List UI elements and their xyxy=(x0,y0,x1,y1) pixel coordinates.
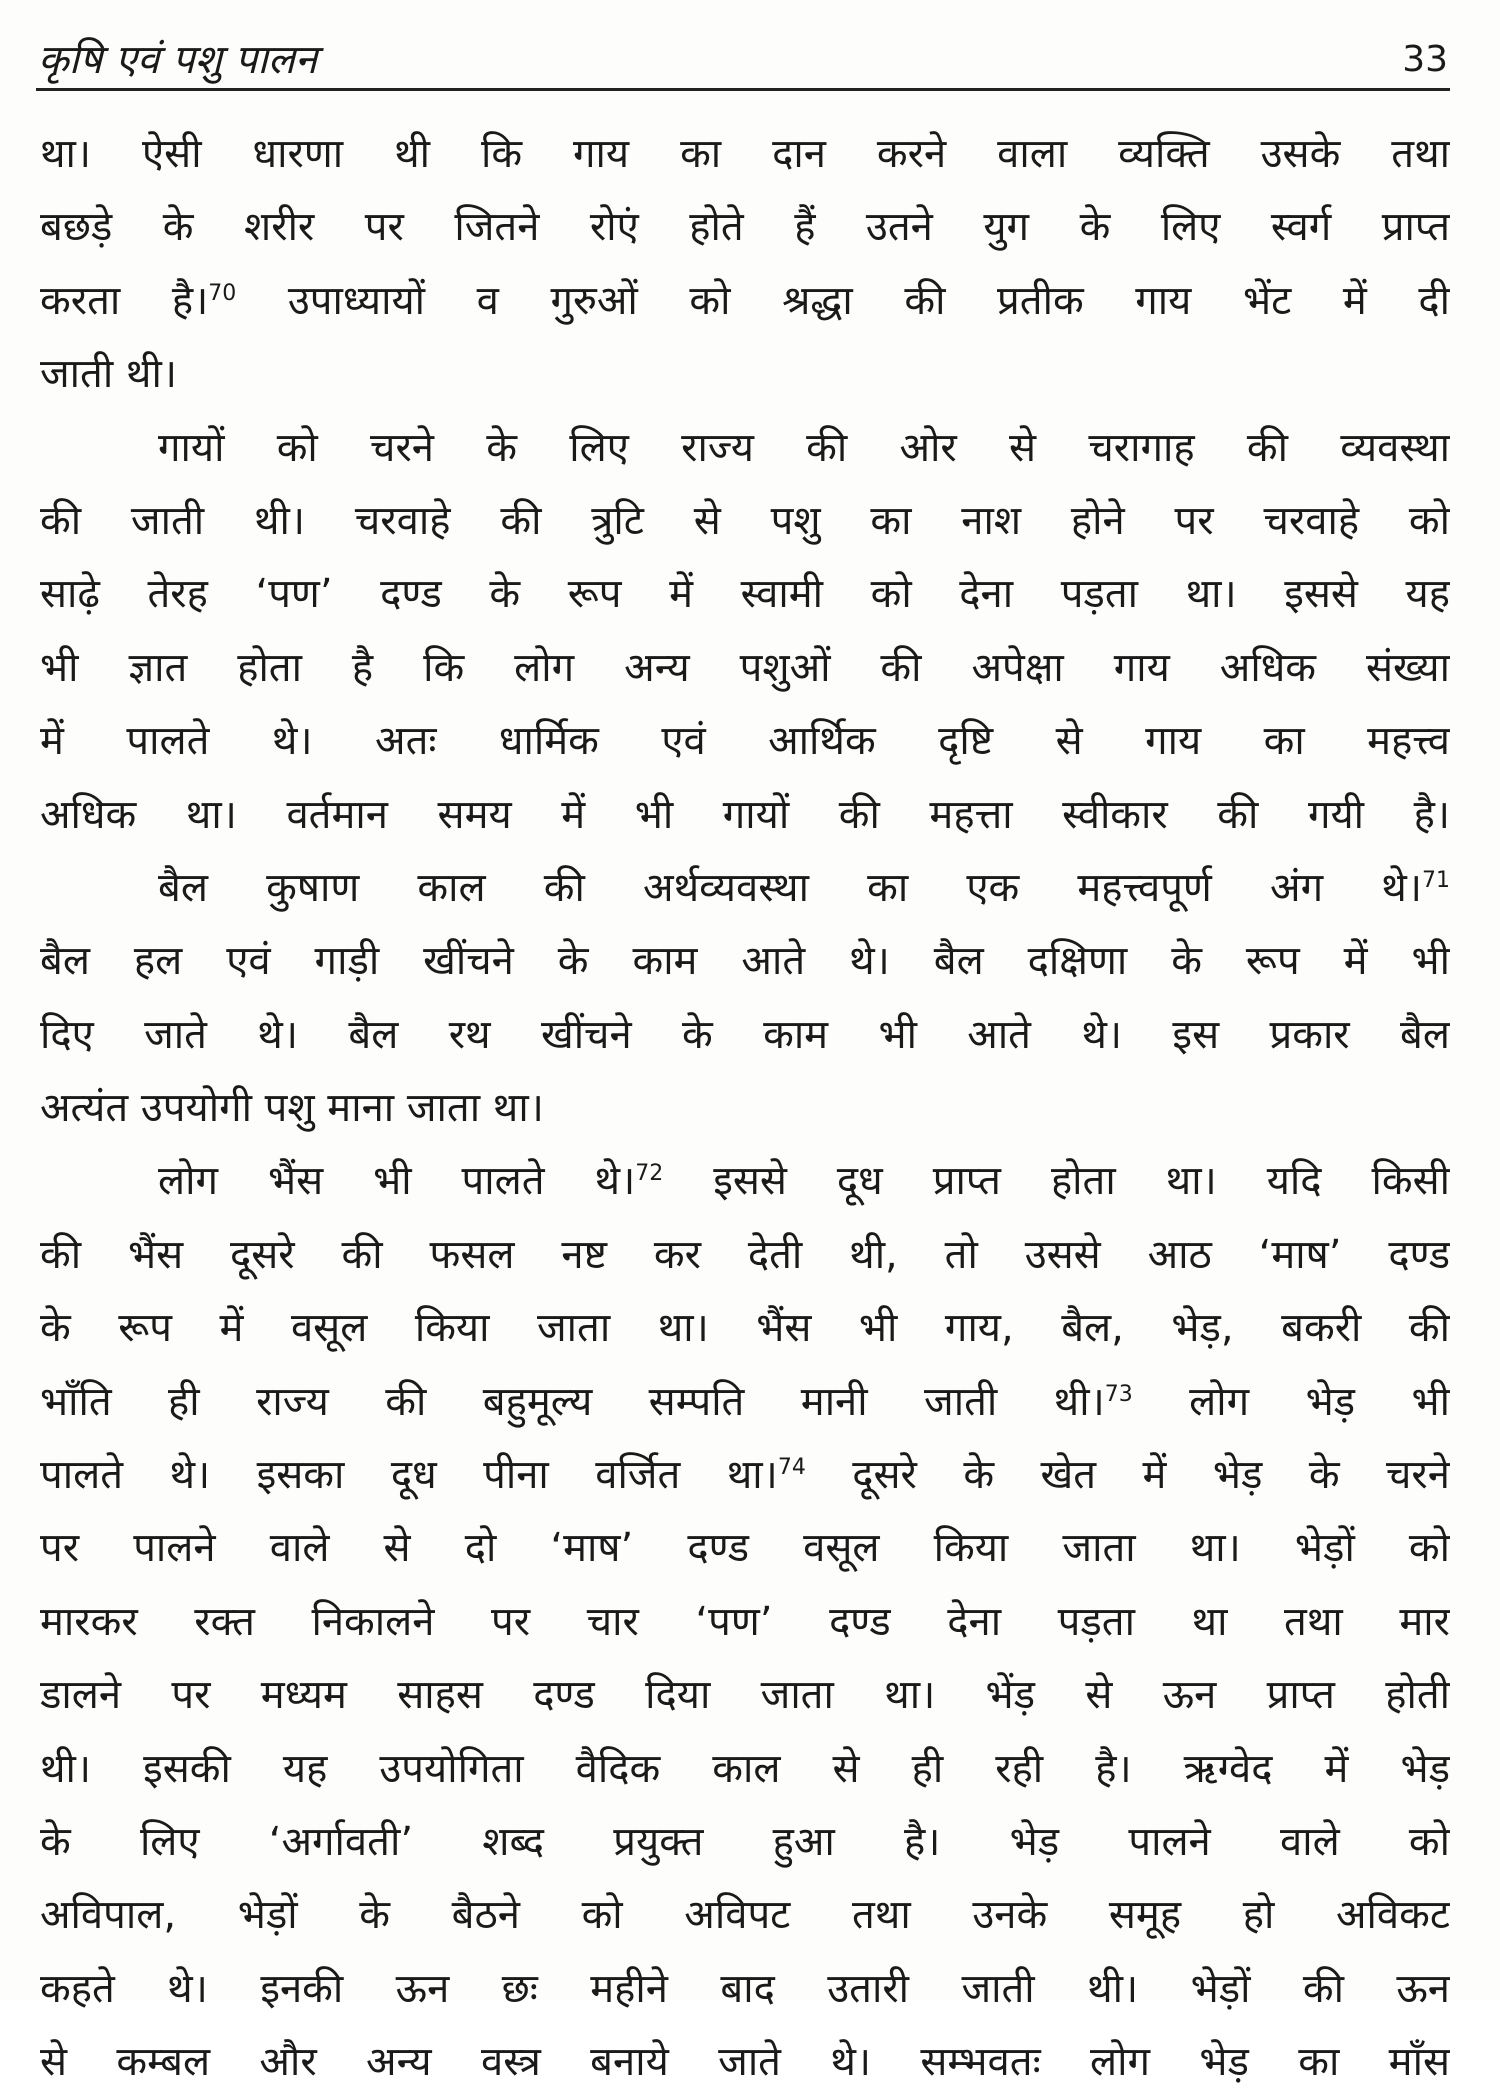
text-line: अधिक था। वर्तमान समय में भी गायों की महत्ता स्वीकार की गयी है। xyxy=(40,791,1450,838)
page-header xyxy=(38,30,1448,90)
text-line: बछड़े के शरीर पर जितने रोएं होते हैं उतने युग के लिए स्वर्ग प्राप्त xyxy=(40,204,1450,251)
text-line: भाँति ही राज्य की बहुमूल्य सम्पति मानी जाती थी।$^{73}$ लोग भेड़ भी xyxy=(40,1378,1450,1425)
footnote-ref: 70 xyxy=(208,280,237,306)
header-rule xyxy=(36,88,1450,91)
text-line: जाती थी। xyxy=(40,351,177,398)
text-line: दिए जाते थे। बैल रथ खींचने के काम भी आते थे। इस प्रकार बैल xyxy=(40,1011,1450,1058)
text-line: डालने पर मध्यम साहस दण्ड दिया जाता था। भेंड़ से ऊन प्राप्त होती xyxy=(40,1672,1450,1719)
footnote-ref: 72 xyxy=(635,1161,664,1187)
text-line: मारकर रक्त निकालने पर चार ‘पण’ दण्ड देना पड़ता था तथा मार xyxy=(40,1598,1450,1645)
paragraph-start: गायों को चरने के लिए राज्य की ओर से चरागाह की व्यवस्था xyxy=(158,424,1450,471)
text-line: था। ऐसी धारणा थी कि गाय का दान करने वाला व्यक्ति उसके तथा xyxy=(40,131,1450,177)
text-line: थी। इसकी यह उपयोगिता वैदिक काल से ही रही है। ऋग्वेद में भेड़ xyxy=(40,1745,1450,1792)
text-line: पर पालने वाले से दो ‘माष’ दण्ड वसूल किया जाता था। भेड़ों को xyxy=(40,1525,1450,1572)
text-line: कहते थे। इनकी ऊन छः महीने बाद उतारी जाती थी। भेड़ों की ऊन xyxy=(40,1965,1450,2012)
page-number: 33 xyxy=(1402,39,1448,80)
paragraph-start: लोग भैंस भी पालते थे।$^{72}$ इससे दूध प्राप्त होता था। यदि किसी xyxy=(158,1158,1450,1205)
text-line: साढ़े तेरह ‘पण’ दण्ड के रूप में स्वामी को देना पड़ता था। इससे यह xyxy=(40,571,1450,618)
running-title: कृषि एवं पशु पालन xyxy=(38,37,318,83)
footnote-ref: 71 xyxy=(1422,867,1450,893)
text-line: अविपाल, भेड़ों के बैठने को अविपट तथा उनके समूह हो अविकट xyxy=(40,1892,1450,1939)
text-line: के रूप में वसूल किया जाता था। भैंस भी गाय, बैल, भेड़, बकरी की xyxy=(40,1305,1450,1352)
footnote-ref: 74 xyxy=(777,1455,806,1481)
text-line: अत्यंत उपयोगी पशु माना जाता था। xyxy=(40,1085,544,1132)
text-line: भी ज्ञात होता है कि लोग अन्य पशुओं की अपेक्षा गाय अधिक संख्या xyxy=(40,644,1450,691)
text-line: में पालते थे। अतः धार्मिक एवं आर्थिक दृष्टि से गाय का महत्त्व xyxy=(40,718,1450,765)
text-line: करता है।$^{70}$ उपाध्यायों व गुरुओं को श्रद्धा की प्रतीक गाय भेंट में दी xyxy=(40,277,1450,324)
body-text xyxy=(40,118,1450,2100)
paragraph-start: बैल कुषाण काल की अर्थव्यवस्था का एक महत्त्वपूर्ण अंग थे।$^{71}$ xyxy=(158,864,1450,911)
footnote-ref: 73 xyxy=(1104,1381,1133,1407)
text-line: से कम्बल और अन्य वस्त्र बनाये जाते थे। सम्भवतः लोग भेड़ का माँस xyxy=(40,2039,1450,2086)
text-line: पालते थे। इसका दूध पीना वर्जित था।$^{74}$ दूसरे के खेत में भेड़ के चरने xyxy=(40,1452,1450,1499)
text-line: की भैंस दूसरे की फसल नष्ट कर देती थी, तो उससे आठ ‘माष’ दण्ड xyxy=(40,1231,1450,1278)
text-line: के लिए ‘अर्गावती’ शब्द प्रयुक्त हुआ है। भेड़ पालने वाले को xyxy=(40,1818,1450,1865)
text-line: बैल हल एवं गाड़ी खींचने के काम आते थे। बैल दक्षिणा के रूप में भी xyxy=(40,938,1450,985)
text-line: की जाती थी। चरवाहे की त्रुटि से पशु का नाश होने पर चरवाहे को xyxy=(40,497,1450,544)
